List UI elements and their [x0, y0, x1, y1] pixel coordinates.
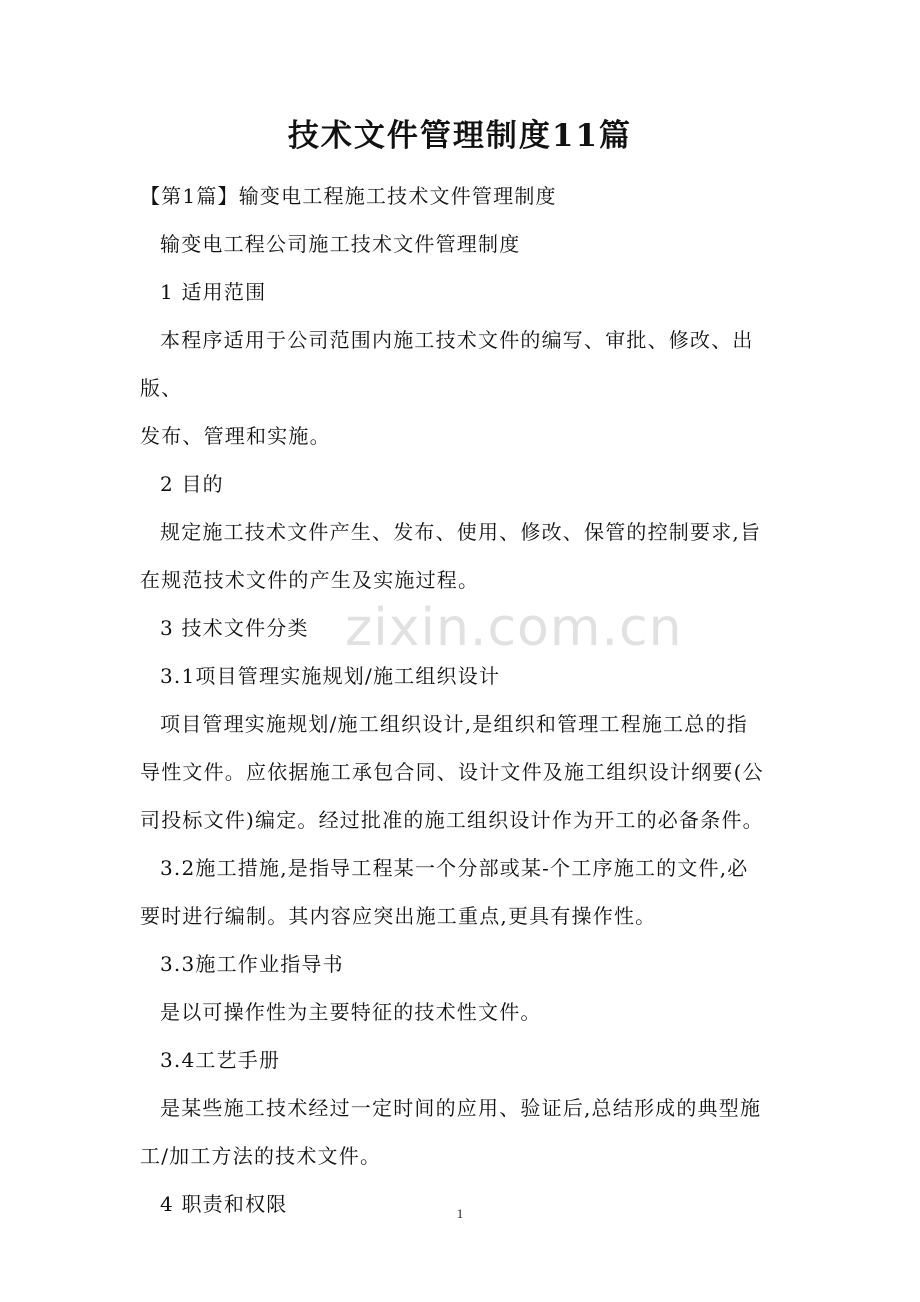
paragraph: 规定施工技术文件产生、发布、使用、修改、保管的控制要求,旨	[160, 520, 762, 544]
paragraph: 3.2施工措施,是指导工程某一个分部或某-个工序施工的文件,必	[160, 856, 749, 880]
section-heading: 1 适用范围	[160, 280, 267, 304]
section-heading: 2 目的	[160, 472, 224, 496]
watermark: zixin.com.cn	[345, 598, 683, 658]
paragraph: 司投标文件)编定。经过批准的施工组织设计作为开工的必备条件。	[140, 808, 764, 832]
paragraph: 发布、管理和实施。	[140, 424, 331, 448]
section-heading: 4 职责和权限	[160, 1192, 288, 1216]
document-title: 技术文件管理制度11篇	[287, 118, 633, 154]
paragraph: 要时进行编制。其内容应突出施工重点,更具有操作性。	[140, 904, 657, 928]
subsection-heading: 3.1项目管理实施规划/施工组织设计	[160, 664, 501, 688]
paragraph: 【第1篇】输变电工程施工技术文件管理制度	[140, 184, 557, 208]
paragraph: 输变电工程公司施工技术文件管理制度	[160, 232, 521, 256]
page-number: 1	[456, 1206, 464, 1221]
document-body	[140, 172, 780, 1228]
paragraph: 本程序适用于公司范围内施工技术文件的编写、审批、修改、出版、	[140, 328, 754, 400]
paragraph: 项目管理实施规划/施工组织设计,是组织和管理工程施工总的指	[160, 712, 748, 736]
subsection-heading: 3.3施工作业指导书	[160, 952, 344, 976]
paragraph: 是某些施工技术经过一定时间的应用、验证后,总结形成的典型施	[160, 1096, 762, 1120]
paragraph: 工/加工方法的技术文件。	[140, 1144, 382, 1168]
paragraph: 是以可操作性为主要特征的技术性文件。	[160, 1000, 542, 1024]
paragraph: 在规范技术文件的产生及实施过程。	[140, 568, 480, 592]
subsection-heading: 3.4工艺手册	[160, 1048, 281, 1072]
paragraph: 导性文件。应依据施工承包合同、设计文件及施工组织设计纲要(公	[140, 760, 764, 784]
section-heading: 3 技术文件分类	[160, 616, 309, 640]
